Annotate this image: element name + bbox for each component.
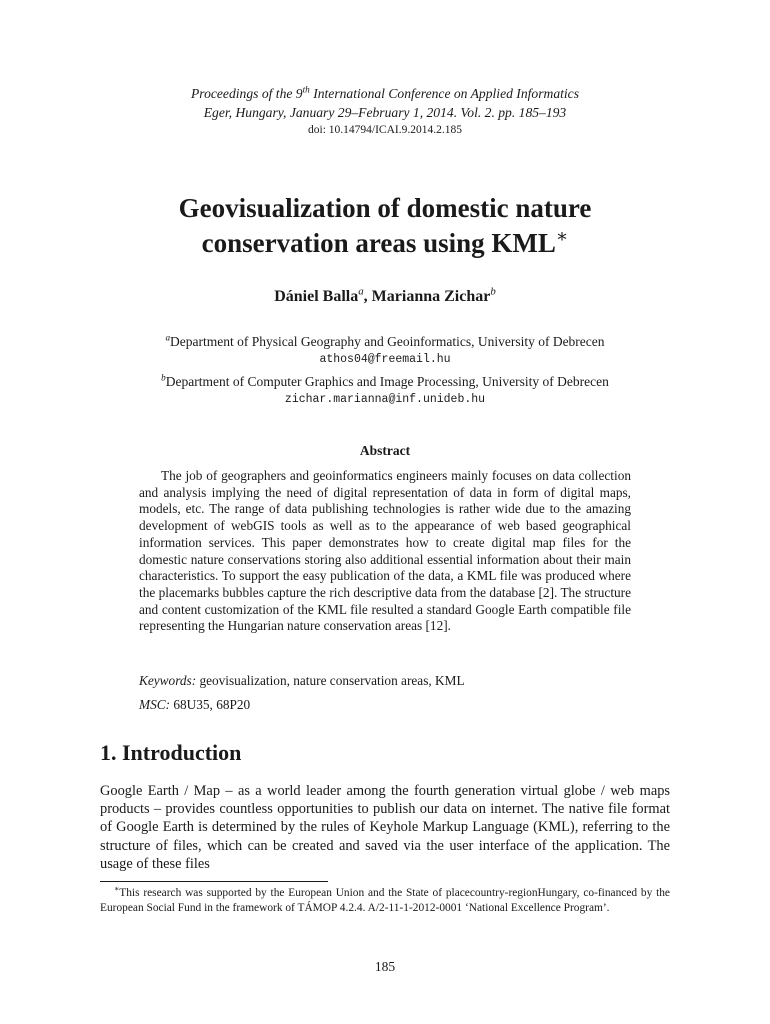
- abstract-text: The job of geographers and geoinformatics engineers mainly focuses on data collection and analysis implying the need of digital representation of data in form of digital maps, models, etc. The range of data publishing technologies is rather wide due to the amazing development of webGIS tools as well as to the appearance of web based geographical information services. This paper demonstrates how to create digital map files for the domestic nature conservations storing also additional essential information about their main characteristics. To support the easy publication of the data, a KML file was produced where the placemarks bubbles capture the rich descriptive data from the database [2]. The structure and content customization of the KML file resulted a standard Google Earth compatible file representing the Hungarian nature conservation areas [12].: [139, 468, 631, 634]
- affiliation-a: $^a$Department of Physical Geography and Geoinformatics, University of Debrecen: [165, 332, 605, 349]
- proceedings-line: Proceedings of the 9th International Conference on Applied Informatics: [190, 84, 579, 101]
- email-b[interactable]: zichar.marianna@inf.unideb.hu: [284, 393, 486, 406]
- title-line-2: conservation areas using KML∗: [201, 226, 569, 258]
- intro-text: Google Earth / Map – as a world leader among the fourth generation virtual globe / web maps products – provides countless opportunities to publish our data on internet. The native file format of Google Earth is determined by the rules of Keyhole Markup Language (KML), referring to the structure of files, which can be created and saved via the user interface of the application. The usage of these files: [100, 783, 670, 872]
- affiliation-b: $^b$Department of Computer Graphics and Image Processing, University of Debrecen: [161, 372, 609, 389]
- footnote: ∗This research was supported by the European Union and the State of placecountry-regionHungary, co-financed by the European Social Fund in the framework of TÁMOP 4.2.4. A/2-11-1-2012-0001 ‘National Excellence Program’.: [100, 884, 670, 914]
- abstract-heading: Abstract: [359, 443, 411, 458]
- page-number: 185: [374, 959, 396, 974]
- author-2: Marianna Zichar: [371, 288, 491, 305]
- title-line-1: Geovisualization of domestic nature: [178, 193, 592, 223]
- msc-codes: MSC: 68U35, 68P20: [139, 697, 251, 712]
- venue-line: Eger, Hungary, January 29–February 1, 2014. Vol. 2. pp. 185–193: [203, 105, 567, 120]
- email-a[interactable]: athos04@freemail.hu: [319, 353, 451, 366]
- author-1: Dániel Balla: [274, 288, 359, 305]
- doi: doi: 10.14794/ICAI.9.2014.2.185: [308, 124, 462, 136]
- keywords: Keywords: geovisualization, nature conservation areas, KML: [139, 673, 465, 688]
- paper-title: [0, 191, 770, 261]
- section-heading: 1. Introduction: [100, 740, 242, 765]
- footnote-rule: [100, 881, 328, 882]
- authors: Dániel Balla$^a$, Marianna Zichar$^b$: [274, 285, 496, 305]
